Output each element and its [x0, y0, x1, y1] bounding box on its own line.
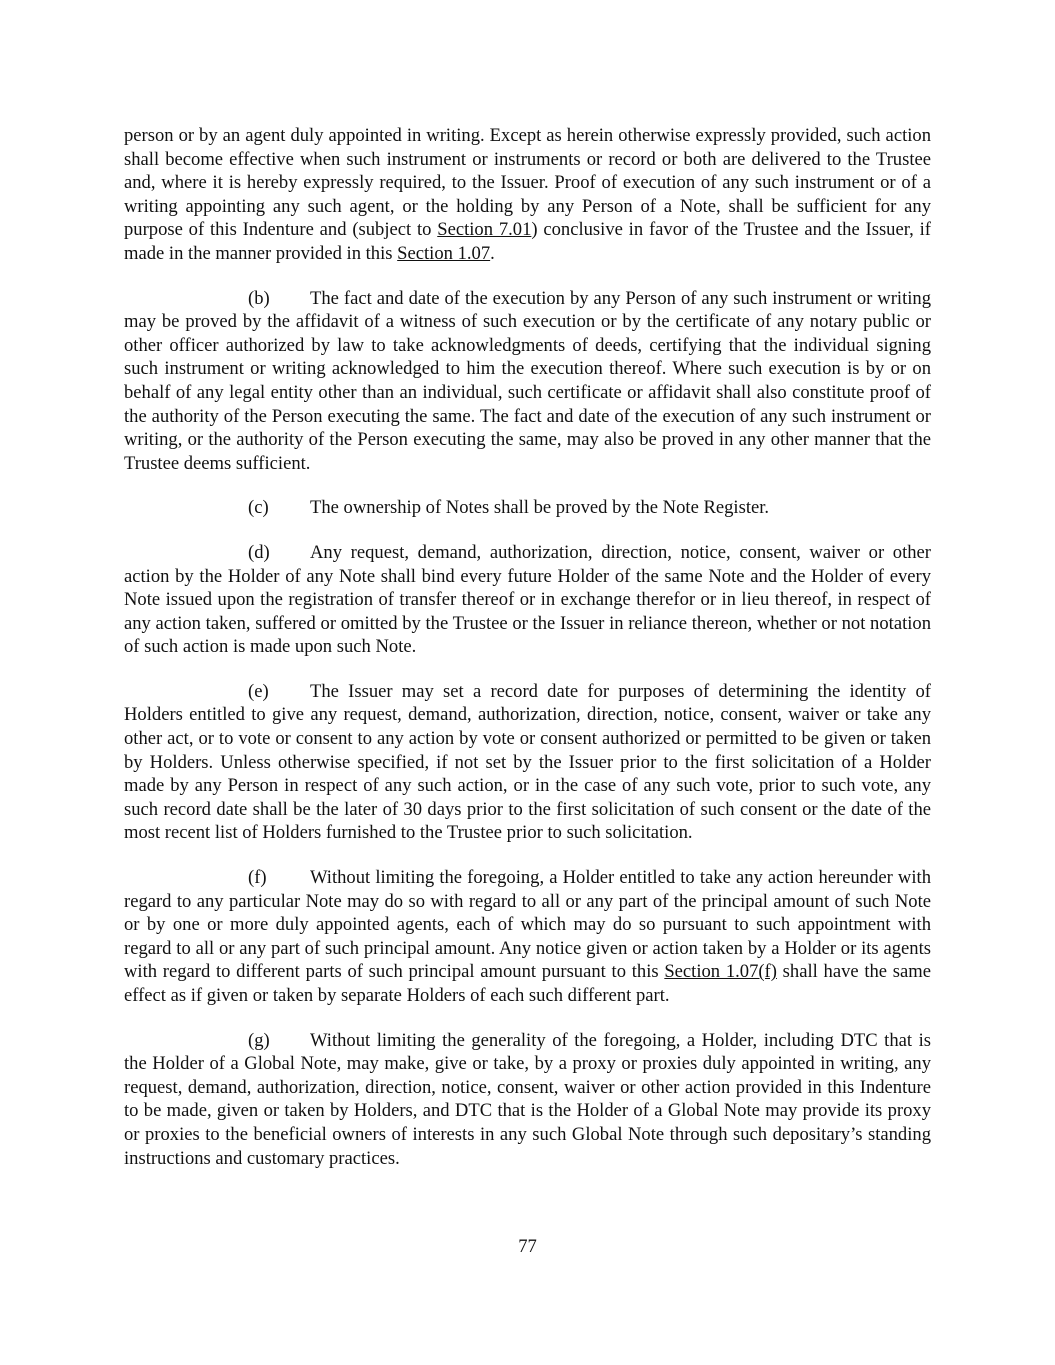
paragraph-d [124, 541, 931, 659]
paragraph-c [124, 496, 931, 520]
paragraph-text: shall have the same effect as if given or taken by separate Holders of each such different part. [124, 961, 931, 1006]
section-reference: Section 1.07(f) [664, 961, 777, 983]
paragraph-b [124, 287, 931, 476]
document-body [124, 124, 931, 1191]
section-reference: Section 1.07 [397, 242, 491, 264]
paragraph-text: Without limiting the foregoing, a Holder entitled to take any action hereunder with regard to any particular Note may do so with regard to all or any part of the principal amount of such Note or by one or more duly appointed agents, each of which may do so pursuant to such appointment with regard to all or any part of such principal amount. Any notice given or action taken by a Holder or its agents with regard to different parts of such principal amount pursuant to this [124, 867, 931, 983]
paragraph-label: (g) [248, 1029, 270, 1051]
paragraph-g [124, 1029, 931, 1171]
paragraph-label: (e) [248, 680, 269, 702]
paragraph-label: (c) [248, 497, 269, 519]
paragraph-text: ) conclusive in favor of the Trustee and the Issuer, if made in the manner provided in this [124, 219, 931, 264]
paragraph-f [124, 866, 931, 1008]
paragraph-text: The ownership of Notes shall be proved by the Note Register. [310, 497, 770, 519]
paragraph-e [124, 680, 931, 845]
section-reference: Section 7.01 [437, 219, 532, 241]
paragraph-label: (b) [248, 287, 270, 309]
paragraph-text: . [490, 242, 495, 264]
paragraph-continuation [124, 124, 931, 266]
paragraph-text: Any request, demand, authorization, direction, notice, consent, waiver or other action by the Holder of any Note shall bind every future Holder of the same Note and the Holder of every Note issued upon the registration of transfer thereof or in exchange therefor or in lieu thereof, in respect of any action taken, suffered or omitted by the Trustee or the Issuer in reliance thereon, whether or not notation of such action is made upon such Note. [124, 541, 931, 658]
paragraph-label: (f) [248, 867, 267, 889]
paragraph-text: The fact and date of the execution by any Person of any such instrument or writing may be proved by the affidavit of a witness of such execution or by the certificate of any notary public or other officer authorized by law to take acknowledgments of deeds, certifying that the individual signing such instrument or writing acknowledged to him the execution thereof. Where such execution is by or on behalf of any legal entity other than an individual, such certificate or affidavit shall also constitute proof of the authority of the Person executing the same. The fact and date of the execution of any such instrument or writing, or the authority of the Person executing the same, may also be proved in any other manner that the Trustee deems sufficient. [124, 287, 931, 474]
paragraph-text: The Issuer may set a record date for purposes of determining the identity of Holders entitled to give any request, demand, authorization, direction, notice, consent, waiver or take any other act, or to vote or consent to any action by vote or consent authorized or permitted to be given or taken by Holders. Unless otherwise specified, if not set by the Issuer prior to the first solicitation of a Holder made by any Person in respect of any such action, or in the case of any such vote, prior to such vote, any such record date shall be the later of 30 days prior to the first solicitation of such consent or the date of the most recent list of Holders furnished to the Trustee prior to such solicitation. [124, 680, 931, 844]
page-number: 77 [518, 1236, 537, 1257]
paragraph-text: person or by an agent duly appointed in writing. Except as herein otherwise expressly provided, such action shall become effective when such instrument or instruments or record or both are delivered to the Trustee and, where it is hereby expressly required, to the Issuer. Proof of execution of any such instrument or of a writing appointing any such agent, or the holding by any Person of a Note, shall be sufficient for any purpose of this Indenture and (subject to [124, 125, 931, 241]
paragraph-text: Without limiting the generality of the foregoing, a Holder, including DTC that is the Holder of a Global Note, may make, give or take, by a proxy or proxies duly appointed in writing, any request, demand, authorization, direction, notice, consent, waiver or other action provided in this Indenture to be made, given or taken by Holders, and DTC that is the Holder of a Global Note may provide its proxy or proxies to the beneficial owners of interests in any such Global Note through such depositary’s standing instructions and customary practices. [124, 1029, 931, 1169]
paragraph-label: (d) [248, 541, 270, 563]
